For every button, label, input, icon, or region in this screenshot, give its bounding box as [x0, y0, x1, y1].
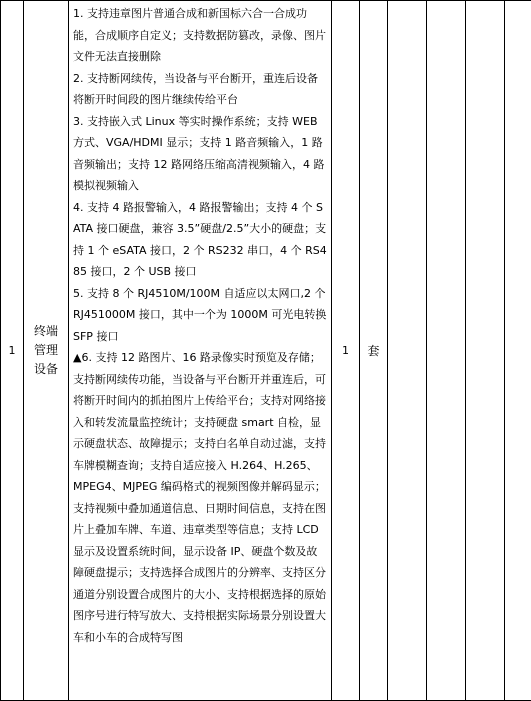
spec-item-4: 4. 支持 4 路报警输入，4 路报警输出；支持 4 个 SATA 接口硬盘，兼容 3.5”硬盘/2.5”大小的硬盘；支持 1 个 eSATA 接口，2 个 RS232 串口，4 个 RS485 接口，2 个 USB 接口 — [73, 197, 327, 283]
unit-cell: 套 — [360, 1, 388, 701]
spec-item-6: ▲6. 支持 12 路图片、16 路录像实时预览及存储；支持断网续传功能，当设备与平台断开并重连后，可将断开时间内的抓拍图片上传给平台；支持对网络接入和转发流量监控统计；支持硬盘 smart 自检，显示硬盘状态、故障提示；支持白名单自动过滤，支持车牌模糊查询；支持自适应接入 H.264、H.265、MPEG4、MJPEG 编码格式的视频图像并解码显示；支持视频中叠加通道信息、日期时间信息，支持在图片上叠加车牌、车道、违章类型等信息；支持 LCD 显示及设置系统时间，显示设备 IP、硬盘个数及故障硬盘提示；支持选择合成图片的分辨率、支持区分通道分别设置合成图片的大小、支持根据选择的原始图序号进行特写放大、支持根据实际场景分别设置大车和小车的合成特写图 — [73, 347, 327, 648]
empty-cell-1 — [388, 1, 427, 701]
spec-item-5: 5. 支持 8 个 RJ4510M/100M 自适应以太网口,2 个 RJ451000M 接口，其中一个为 1000M 可光电转换 SFP 接口 — [73, 283, 327, 348]
table-row — [1, 1, 531, 701]
spec-description-cell — [69, 1, 332, 701]
item-name-line-3: 设备 — [24, 360, 68, 379]
item-name-line-1: 终端 — [24, 322, 68, 341]
spec-item-1: 1. 支持违章图片普通合成和新国标六合一合成功能，合成顺序自定义；支持数据防篡改，录像、图片文件无法直接删除 — [73, 3, 327, 68]
empty-cell-2 — [427, 1, 466, 701]
spec-item-2: 2. 支持断网续传，当设备与平台断开，重连后设备将断开时间段的图片继续传给平台 — [73, 68, 327, 111]
row-index: 1 — [1, 1, 24, 701]
item-name-line-2: 管理 — [24, 341, 68, 360]
quantity-cell: 1 — [332, 1, 360, 701]
item-name-cell — [24, 1, 69, 701]
empty-cell-4 — [505, 1, 531, 701]
spec-item-3: 3. 支持嵌入式 Linux 等实时操作系统；支持 WEB 方式、VGA/HDMI 显示；支持 1 路音频输入，1 路音频输出；支持 12 路网络压缩高清视频输入，4 路模拟视频输入 — [73, 111, 327, 197]
empty-cell-3 — [466, 1, 505, 701]
